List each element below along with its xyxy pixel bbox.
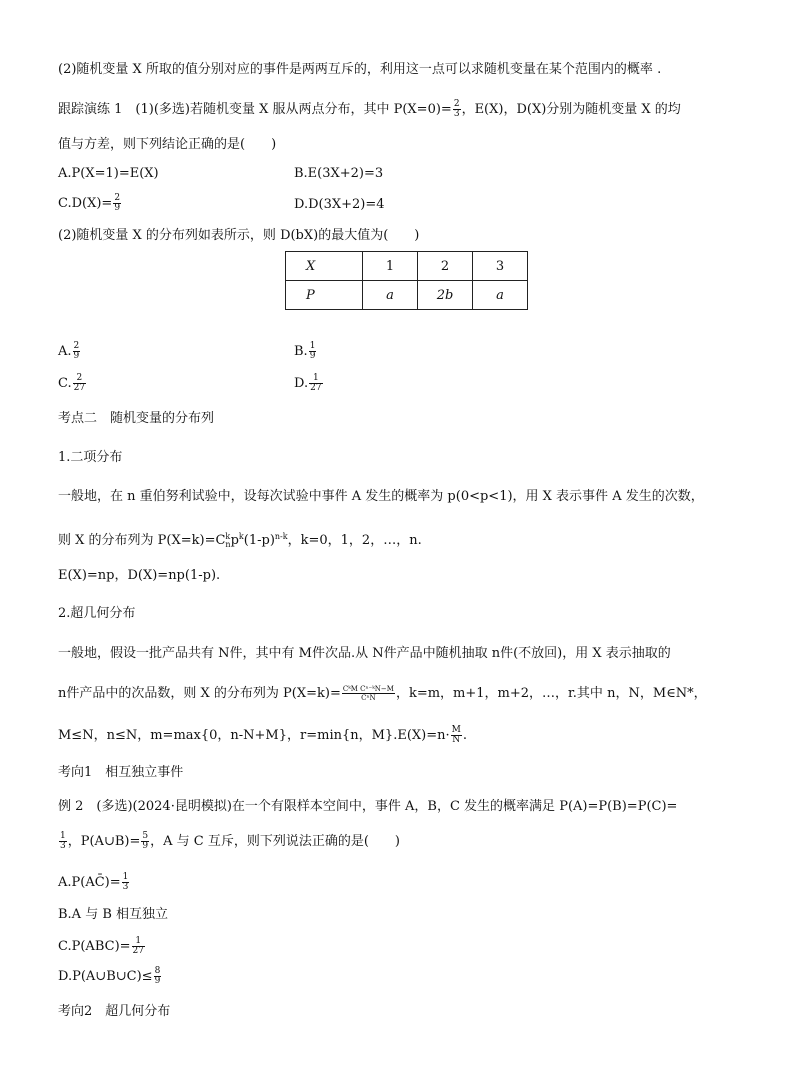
subsection-hypergeometric-title: 2.超几何分布 — [58, 606, 136, 621]
exercise-1-option-b: B.E(3X+2)=3 — [294, 166, 384, 181]
fraction: $\frac{1}{9}$ — [309, 341, 316, 361]
table-row — [286, 252, 528, 281]
binomial-formula: 则 X 的分布列为 P(X=k)=C k n $p^k(1-p)^{n-k}$，k=0，1，2，…，n. — [58, 531, 422, 549]
section-heading: 考点二 随机变量的分布列 — [58, 411, 215, 426]
fraction: $\frac{8}{9}$ — [154, 966, 161, 986]
example-2-stem-line2: $\frac{1}{3}$ ，P(A∪B)= $\frac{5}{9}$ ，A 与 C 互斥，则下列说法正确的是( ) — [60, 831, 400, 851]
example-2-stem: 例 2 (多选)(2024·昆明模拟)在一个有限样本空间中，事件 A，B，C 发生的概率满足 P(A)=P(B)=P(C)= — [58, 799, 678, 814]
fraction: $\frac{2}{3}$ — [453, 99, 460, 119]
exercise-1-stem — [58, 100, 681, 119]
fraction: $\frac{\text{CᵏM Cⁿ⁻ᵏN−M}}{\text{CⁿN}}$ — [342, 685, 394, 702]
fraction: $\frac{2}{27}$ — [73, 373, 86, 393]
table-cell: X — [286, 252, 363, 281]
exercise-1-suffix: ，E(X)，D(X)分别为随机变量 X 的均 — [461, 102, 681, 117]
exercise-2-option-d: D. $\frac{1}{27}$ — [294, 373, 322, 393]
subsection-binomial-title: 1.二项分布 — [58, 450, 123, 465]
exercise-1-option-c: C.D(X)= $\frac{2}{9}$ — [58, 193, 121, 213]
exercise-1-option-a: A.P(X=1)=E(X) — [58, 166, 159, 181]
hypergeometric-formula: n件产品中的次品数，则 X 的分布列为 P(X=k)= $\frac{\text{CᵏM Cⁿ⁻ᵏN−M}}{\text{CⁿN}}$ ，k=m，m+1，m+2，…，r.其中 n，N，M∈N*， — [58, 685, 707, 702]
table-cell: P — [286, 281, 363, 310]
table-cell: 2b — [418, 281, 473, 310]
binomial-expectation: E(X)=np，D(X)=np(1-p). — [58, 568, 221, 583]
exercise-1-option-d: D.D(3X+2)=4 — [294, 197, 385, 212]
fraction: $\frac{1}{3}$ — [122, 872, 129, 892]
fraction: $\frac{2}{9}$ — [114, 193, 121, 213]
distribution-table — [285, 251, 528, 310]
example-2-option-d: D.P(A∪B∪C)≤ $\frac{8}{9}$ — [58, 966, 161, 986]
fraction: $\frac{2}{9}$ — [73, 341, 80, 361]
table-cell: a — [473, 281, 528, 310]
fraction: $\frac{5}{9}$ — [142, 831, 149, 851]
fraction: $\frac{1}{27}$ — [310, 373, 322, 393]
example-2-option-a: A.P(AC̄)= $\frac{1}{3}$ — [58, 872, 129, 892]
example-2-option-c: C.P(ABC)= $\frac{1}{27}$ — [58, 936, 144, 956]
exercise-2-option-a: A. $\frac{2}{9}$ — [58, 341, 80, 361]
example-2-option-b: B.A 与 B 相互独立 — [58, 907, 169, 922]
exercise-2-option-b: B. $\frac{1}{9}$ — [294, 341, 316, 361]
fraction: $\frac{M}{N}$ — [451, 725, 461, 745]
paragraph-mutually-exclusive: (2)随机变量 X 所取的值分别对应的事件是两两互斥的，利用这一点可以求随机变量在某个范围内的概率 . — [58, 62, 662, 77]
exercise-1-stem-line2: 值与方差，则下列结论正确的是( ) — [58, 137, 277, 152]
table-cell: 2 — [418, 252, 473, 281]
fraction: $\frac{1}{3}$ — [60, 831, 66, 851]
binomial-paragraph: 一般地，在 n 重伯努利试验中，设每次试验中事件 A 发生的概率为 p(0<p<1)，用 X 表示事件 A 发生的次数， — [58, 489, 704, 504]
table-row — [286, 281, 528, 310]
direction-2-heading: 考向2 超几何分布 — [58, 1004, 171, 1019]
table-cell: a — [363, 281, 418, 310]
exercise-2-option-c: C. $\frac{2}{27}$ — [58, 373, 86, 393]
direction-1-heading: 考向1 相互独立事件 — [58, 765, 184, 780]
exercise-1-prefix: 跟踪演练 1 (1)(多选)若随机变量 X 服从两点分布，其中 P(X=0)= — [58, 102, 452, 117]
hypergeometric-paragraph: 一般地，假设一批产品共有 N件，其中有 M件次品.从 N件产品中随机抽取 n件(不放回)，用 X 表示抽取的 — [58, 646, 671, 661]
exercise-2-stem: (2)随机变量 X 的分布列如表所示，则 D(bX)的最大值为( ) — [58, 228, 420, 243]
hypergeometric-conditions: M≤N，n≤N，m=max{0，n-N+M}，r=min{n，M}.E(X)=n· $\frac{M}{N}$ . — [58, 725, 467, 745]
fraction: $\frac{1}{27}$ — [132, 936, 144, 956]
table-cell: 3 — [473, 252, 528, 281]
table-cell: 1 — [363, 252, 418, 281]
